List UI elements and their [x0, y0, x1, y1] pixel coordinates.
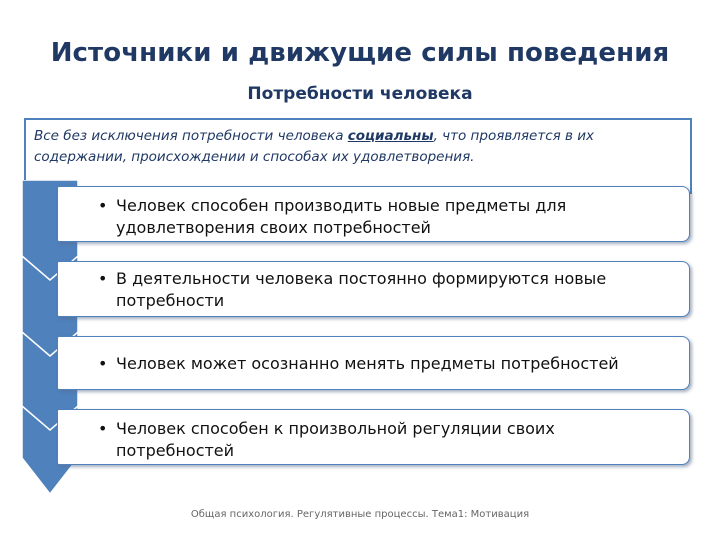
bullet-marker: • [98, 196, 108, 215]
intro-text-start: Все без исключения потребности человека [34, 128, 348, 144]
bullet-marker: • [98, 354, 108, 373]
list-item [57, 261, 690, 317]
list-item-text: Человек способен к произвольной регуляции своих потребностей [116, 419, 555, 460]
bullet-marker: • [98, 419, 108, 438]
intro-text-end: , что проявляется в их содержании, происхождении и способах их удовлетворения. [34, 128, 595, 165]
list-item-text: Человек может осознанно менять предметы потребностей [116, 354, 619, 373]
intro-accent-word: социальны [347, 128, 434, 144]
list-item-text: В деятельности человека постоянно формируются новые потребности [116, 269, 607, 310]
slide-footer: Общая психология. Регулятивные процессы. Тема1: Мотивация [190, 509, 530, 520]
slide-title: Источники и движущие силы поведения [50, 38, 670, 68]
list-item [57, 336, 690, 390]
bullet-marker: • [98, 269, 108, 288]
list-item [57, 409, 690, 465]
list-item-text: Человек способен производить новые предметы для удовлетворения своих потребностей [116, 196, 567, 237]
intro-box [24, 118, 692, 194]
slide-subtitle: Потребности человека [247, 84, 473, 104]
list-item [57, 186, 690, 242]
